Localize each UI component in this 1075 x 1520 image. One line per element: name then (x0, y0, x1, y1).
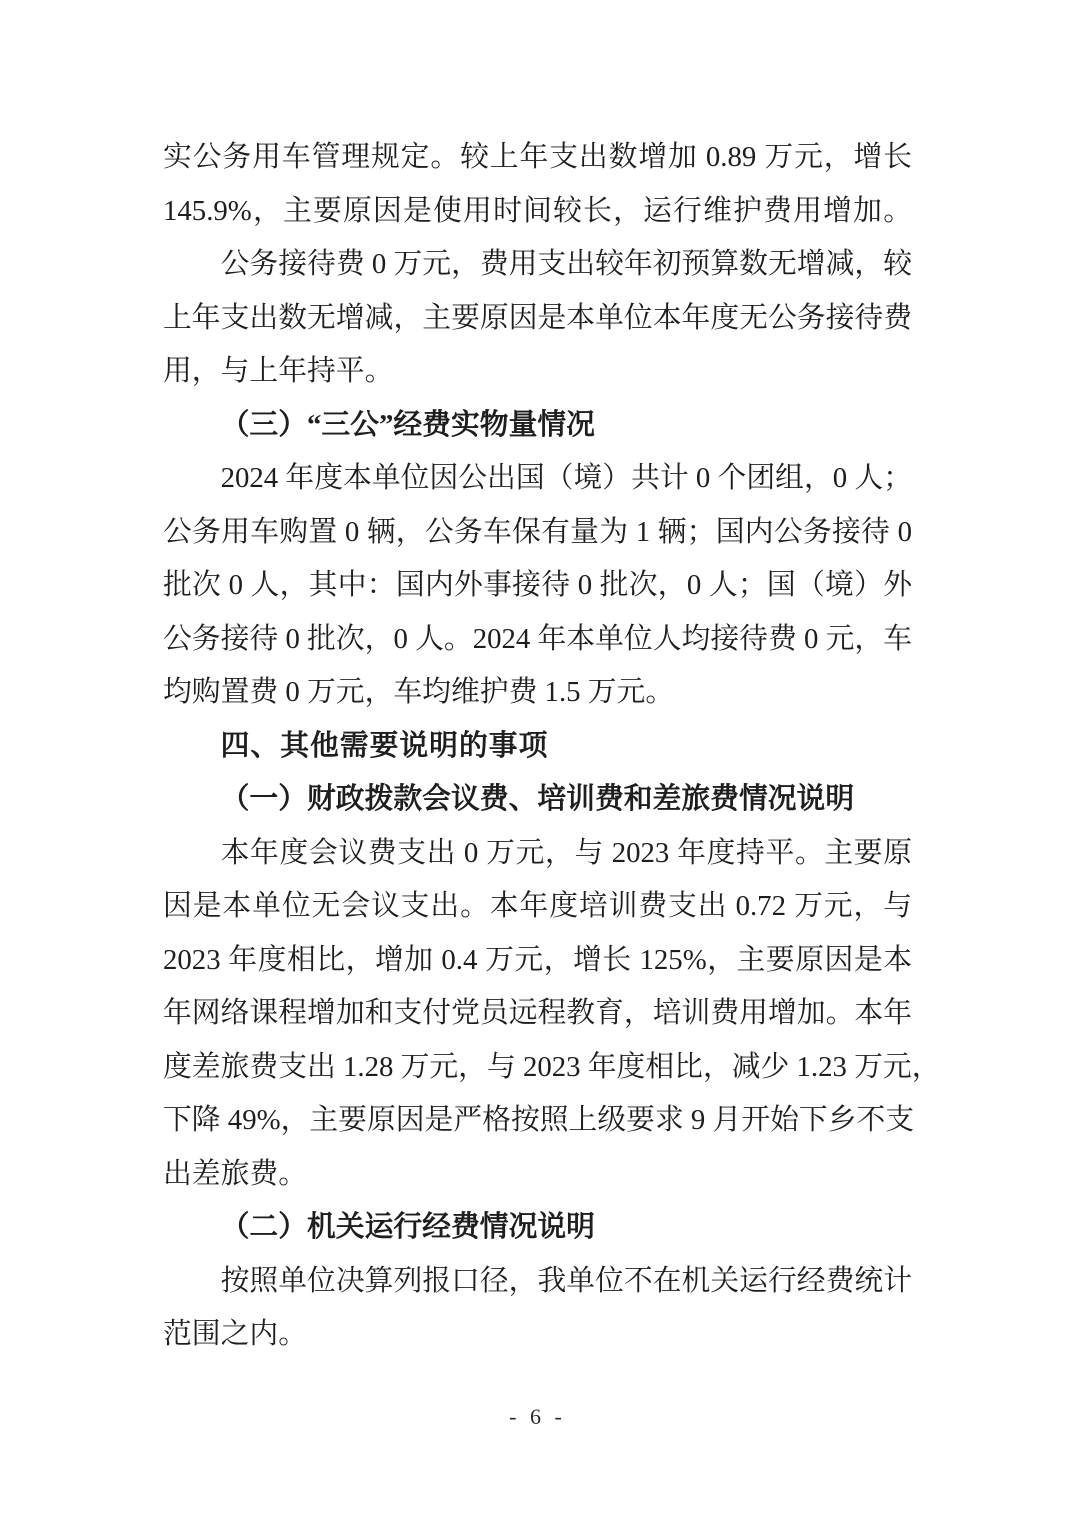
body-line: 下降 49%，主要原因是严格按照上级要求 9 月开始下乡不支 (163, 1104, 915, 1136)
body-line: 范围之内。 (163, 1318, 307, 1350)
body-line: 均购置费 0 万元，车均维护费 1.5 万元。 (163, 676, 675, 708)
body-line: 出差旅费。 (163, 1157, 307, 1190)
heading-subsection-2: （二）机关运行经费情况说明 (220, 1211, 595, 1243)
body-line: 实公务用车管理规定。较上年支出数增加 0.89 万元，增长 (163, 141, 912, 173)
body-line: 批次 0 人，其中：国内外事接待 0 批次，0 人；国（境）外 (163, 569, 912, 601)
body-line: 2024 年度本单位因公出国（境）共计 0 个团组，0 人； (220, 462, 912, 494)
body-line: 按照单位决算列报口径，我单位不在机关运行经费统计 (220, 1264, 912, 1297)
page-number: - 6 - (509, 1404, 566, 1429)
body-line: 年网络课程增加和支付党员远程教育，培训费用增加。本年 (163, 997, 912, 1029)
body-line: 度差旅费支出 1.28 万元，与 2023 年度相比，减少 1.23 万元， (163, 1050, 941, 1083)
body-line: 公务用车购置 0 辆，公务车保有量为 1 辆；国内公务接待 0 (163, 515, 912, 548)
heading-part-4: 四、其他需要说明的事项 (220, 729, 549, 762)
body-line: 上年支出数无增减，主要原因是本单位本年度无公务接待费 (163, 301, 912, 334)
body-line: 公务接待费 0 万元，费用支出较年初预算数无增减，较 (220, 248, 912, 280)
heading-subsection-1: （一）财政拨款会议费、培训费和差旅费情况说明 (220, 783, 855, 815)
body-line: 本年度会议费支出 0 万元，与 2023 年度持平。主要原 (220, 836, 912, 869)
body-line: 145.9%，主要原因是使用时间较长，运行维护费用增加。 (163, 194, 912, 227)
heading-section-3: （三）“三公”经费实物量情况 (220, 408, 595, 441)
document-body (163, 131, 941, 1362)
body-line: 2023 年度相比，增加 0.4 万元，增长 125%，主要原因是本 (163, 943, 912, 976)
body-line: 公务接待 0 批次，0 人。2024 年本单位人均接待费 0 元，车 (163, 622, 912, 655)
body-line: 因是本单位无会议支出。本年度培训费支出 0.72 万元，与 (163, 890, 912, 922)
body-line: 用，与上年持平。 (163, 355, 394, 387)
